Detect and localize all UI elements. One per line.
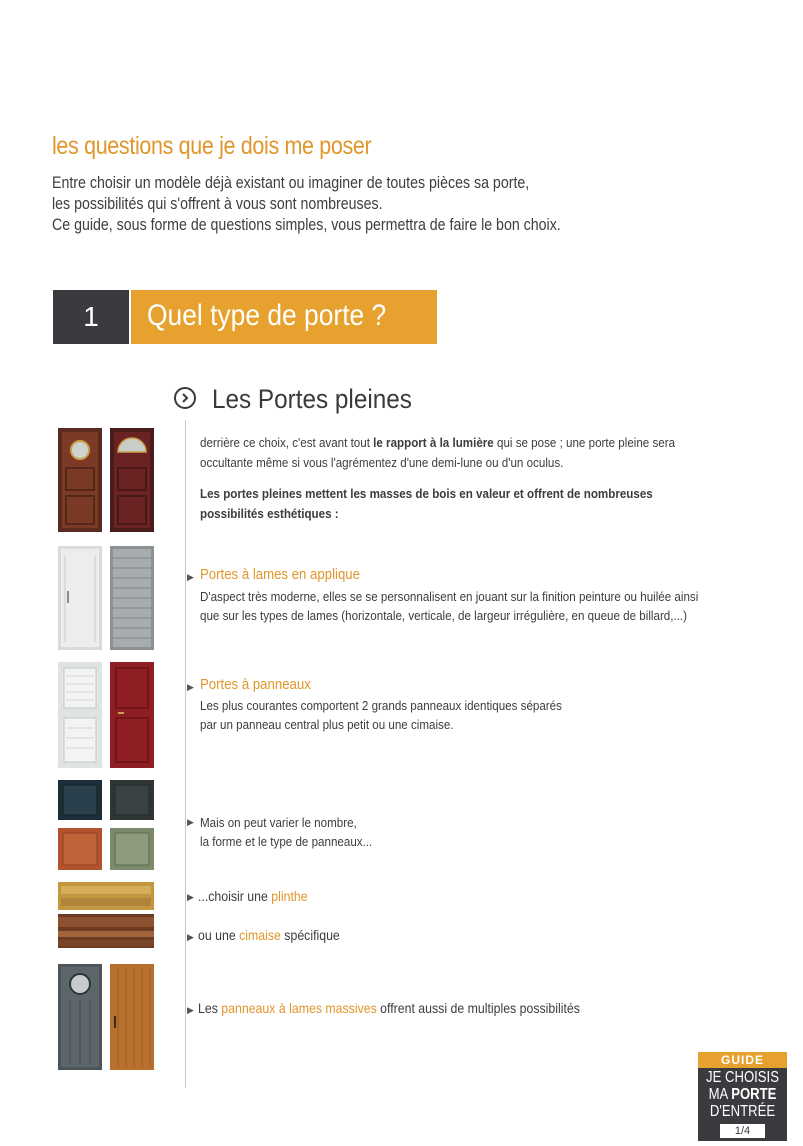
bullet-icon: ▶ xyxy=(187,892,194,902)
panel-samples-image xyxy=(58,780,154,872)
item-varier-line-1: Mais on peut varier le nombre, xyxy=(200,815,357,830)
bullet-icon: ▶ xyxy=(187,682,194,692)
door-images-massives xyxy=(58,964,154,1070)
paragraph-masses-line-1: Les portes pleines mettent les masses de bois en valeur et offrent de nombreuses xyxy=(200,486,653,501)
item-varier-line-2: la forme et le type de panneaux... xyxy=(200,834,373,849)
paragraph-masses-line-2: possibilités esthétiques : xyxy=(200,506,339,521)
intro-line-1: Entre choisir un modèle déjà existant ou imaginer de toutes pièces sa porte, xyxy=(52,174,530,192)
section-number: 1 xyxy=(53,290,129,344)
item-cimaise: ou une cimaise spécifique xyxy=(198,927,340,943)
item-panneaux-line-2: par un panneau central plus petit ou une cimaise. xyxy=(200,717,454,732)
page-number: 1/4 xyxy=(720,1124,765,1138)
plinthe-image xyxy=(58,882,154,910)
intro-line-3: Ce guide, sous forme de questions simples, vous permettra de faire le bon choix. xyxy=(52,216,561,234)
door-images-oculus xyxy=(58,428,154,532)
intro-line-2: les possibilités qui s'offrent à vous sont nombreuses. xyxy=(52,195,383,213)
paragraph-lumiere-line-2: occultante même si vous l'agrémentez d'une demi-lune ou d'un oculus. xyxy=(200,455,564,470)
intro-title: les questions que je dois me poser xyxy=(52,132,372,160)
item-lames-title: Portes à lames en applique xyxy=(200,566,360,583)
door-images-panneaux xyxy=(58,662,154,768)
badge-guide-label: GUIDE xyxy=(698,1052,787,1068)
badge-line-3: D'ENTRÉE xyxy=(709,1103,776,1120)
section-title: Quel type de porte ? xyxy=(147,299,387,332)
bullet-icon: ▶ xyxy=(187,932,194,942)
chevron-right-icon xyxy=(174,387,196,409)
vertical-divider xyxy=(185,420,186,1088)
item-panneaux-line-1: Les plus courantes comportent 2 grands panneaux identiques séparés xyxy=(200,698,562,713)
cimaise-image xyxy=(58,914,154,948)
item-massives: Les panneaux à lames massives offrent aussi de multiples possibilités xyxy=(198,1000,580,1016)
item-lames-line-1: D'aspect très moderne, elles se se personnalisent en jouant sur la finition peinture ou huilée ainsi xyxy=(200,589,699,604)
item-lames-line-2: que sur les types de lames (horizontale, verticale, de largeur irrégulière, en queue de billard,...) xyxy=(200,608,688,623)
item-panneaux-title: Portes à panneaux xyxy=(200,676,311,693)
bullet-icon: ▶ xyxy=(187,572,194,582)
bullet-icon: ▶ xyxy=(187,1005,194,1015)
guide-badge xyxy=(698,1052,787,1141)
subsection-title: Les Portes pleines xyxy=(212,384,412,414)
bullet-icon: ▶ xyxy=(187,817,194,827)
item-plinthe: ...choisir une plinthe xyxy=(198,888,308,904)
badge-line-2: MA PORTE xyxy=(708,1086,777,1103)
badge-line-1: JE CHOISIS xyxy=(706,1069,779,1086)
paragraph-lumiere-line-1: derrière ce choix, c'est avant tout le rapport à la lumière qui se pose ; une porte pleine sera xyxy=(200,435,676,450)
door-images-lames xyxy=(58,546,154,650)
